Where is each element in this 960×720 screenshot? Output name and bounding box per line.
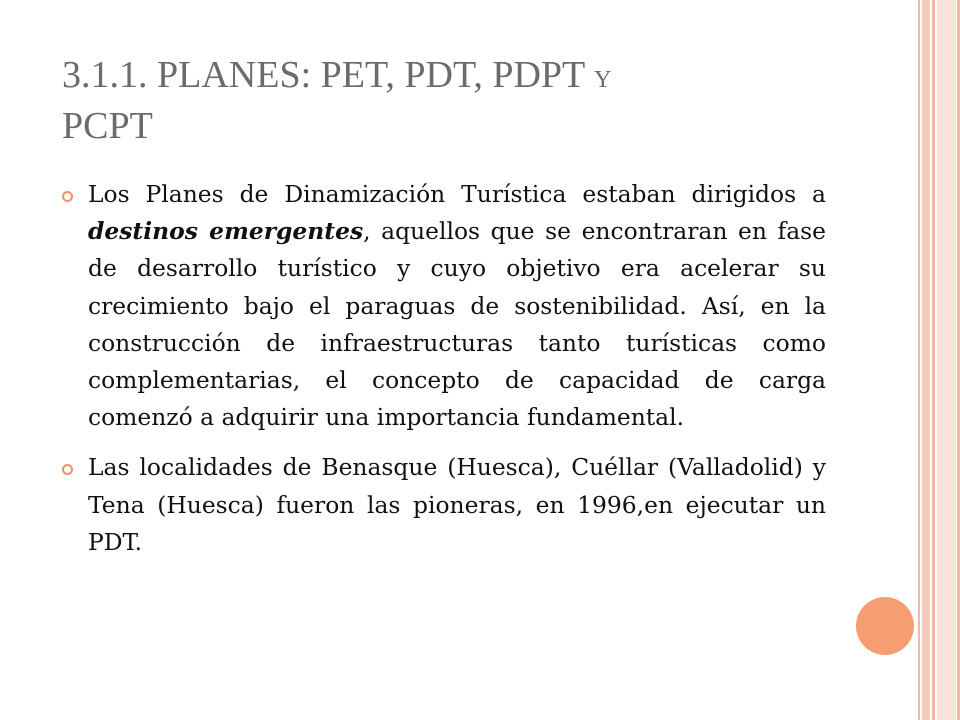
bullet-text-before: Los Planes de Dinamización Turística estaban dirigidos a	[88, 180, 826, 208]
bullet-text	[88, 176, 826, 436]
decor-stripe	[922, 0, 930, 720]
bullet-ring-icon	[62, 464, 73, 475]
title-line2: PCPT	[62, 105, 153, 147]
bullet-item	[62, 449, 826, 561]
bullet-item	[62, 176, 826, 436]
bullet-text-after: , aquellos que se encontraran en fase de desarrollo turístico y cuyo objetivo era acelerar su crecimiento bajo el paraguas de sostenibilidad. Así, en la construcción de infraestructuras tanto turísticas como complementarias, el concepto de capacidad de carga comenzó a adquirir una importancia fundamental.	[88, 217, 827, 432]
bullet-emphasis: destinos emergentes	[88, 217, 364, 246]
title-main: 3.1.1. PLANES: PET, PDT, PDPT	[62, 54, 585, 96]
slide-title	[62, 52, 882, 149]
bullet-list	[62, 176, 826, 574]
decor-stripe	[937, 0, 956, 720]
decor-stripe	[932, 0, 935, 720]
bullet-ring-icon	[62, 191, 73, 202]
bullet-text: Las localidades de Benasque (Huesca), Cuéllar (Valladolid) y Tena (Huesca) fueron las pioneras, en 1996,en ejecutar un PDT.	[88, 453, 826, 556]
decor-circle	[856, 597, 914, 655]
title-small-caps: Y	[594, 67, 612, 93]
decor-stripe	[918, 0, 920, 720]
